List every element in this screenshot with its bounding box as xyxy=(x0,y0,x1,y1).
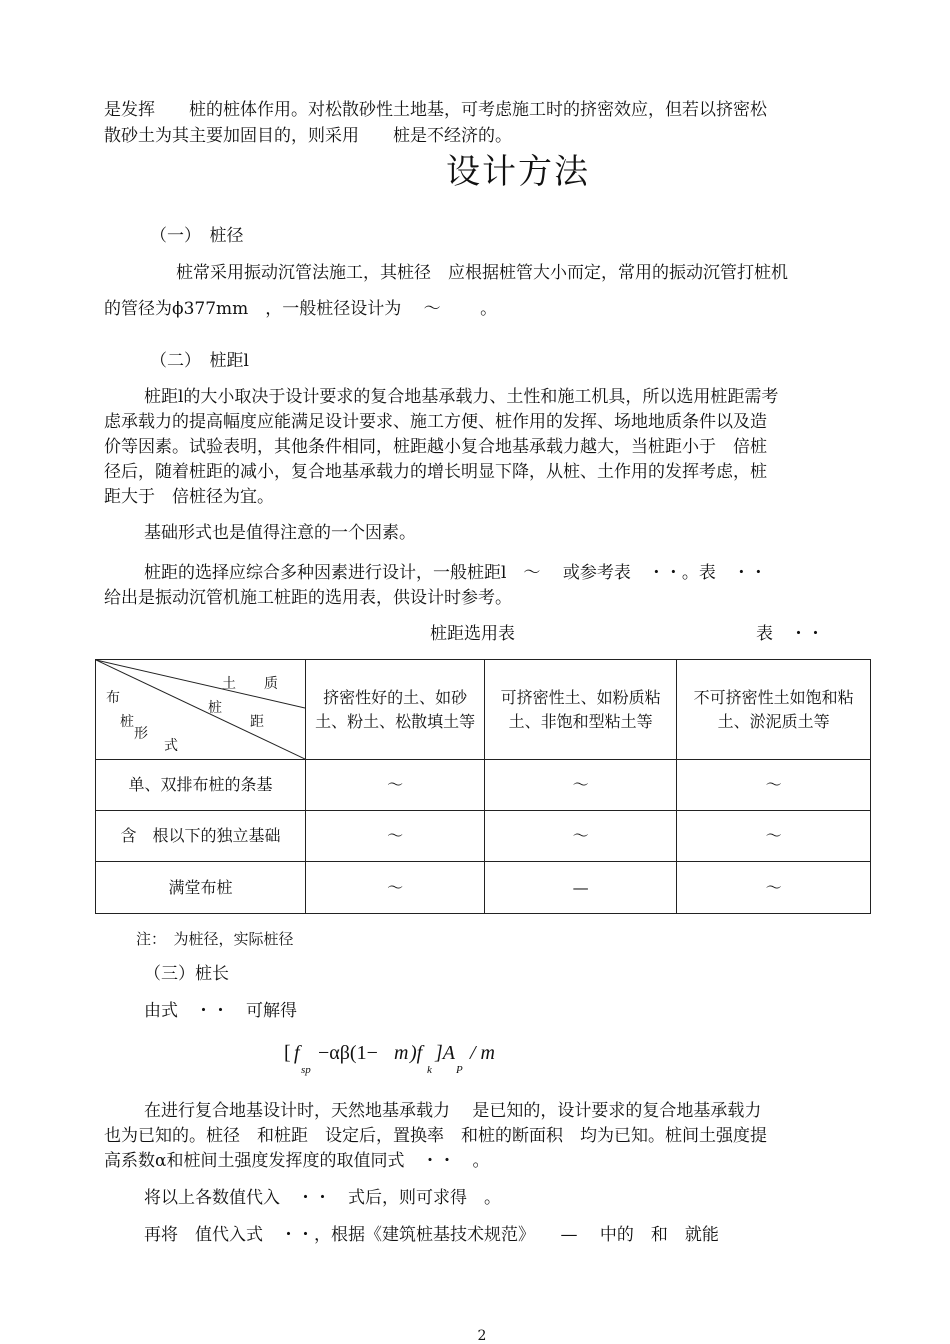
table-row xyxy=(96,760,871,811)
pile-spacing-table xyxy=(95,659,871,914)
row-label: 满堂布桩 xyxy=(96,862,306,914)
column-header-1: 挤密性好的土、如砂土、粉土、松散填土等 xyxy=(306,660,485,760)
table-cell: ～ xyxy=(677,760,871,811)
section-2-heading: （二） 桩距l xyxy=(150,351,249,371)
table-cell: ～ xyxy=(306,862,485,914)
table-cell: ～ xyxy=(677,811,871,862)
diag-label-shi: 式 xyxy=(164,738,178,754)
table-cell: ～ xyxy=(306,811,485,862)
table-header-row xyxy=(96,660,871,760)
formula-sub-k: k xyxy=(427,1064,432,1076)
diag-label-ju: 距 xyxy=(250,714,264,730)
page-title: 设计方法 xyxy=(446,152,590,192)
intro-line-1: 是发挥 桩的桩体作用。对松散砂性土地基，可考虑施工时的挤密效应，但若以挤密松 xyxy=(104,100,767,120)
diag-label-bu: 布 xyxy=(106,690,120,706)
page-number: 2 xyxy=(477,1328,487,1344)
diagonal-lines xyxy=(96,660,305,759)
pile-length-formula xyxy=(284,1040,544,1080)
formula-close-f: )f xyxy=(410,1042,423,1064)
section-3-paragraph-2-line-2: 也为已知的。桩径 和桩距 设定后，置换率 和桩的断面积 均为已知。桩间土强度提 xyxy=(104,1126,767,1146)
diagonal-header-cell xyxy=(96,660,306,760)
formula-tail: / m xyxy=(470,1042,495,1064)
table-cell: ～ xyxy=(306,760,485,811)
row-label: 单、双排布桩的条基 xyxy=(96,760,306,811)
table-note: 注： 为桩径，实际桩径 xyxy=(136,930,294,948)
formula-sub-sp: sp xyxy=(301,1064,311,1076)
formula-sub-p: P xyxy=(456,1064,463,1076)
section-3-paragraph-2-line-1: 在进行复合地基设计时，天然地基承载力 是已知的，设计要求的复合地基承载力 xyxy=(144,1101,762,1121)
section-2-line-5: 距大于 倍桩径为宜。 xyxy=(104,487,274,507)
formula-middle: −αβ(1− xyxy=(318,1042,378,1064)
section-2-line-3: 价等因素。试验表明，其他条件相同，桩距越小复合地基承载力越大，当桩距小于 倍桩 xyxy=(104,437,767,457)
column-header-3: 不可挤密性土如饱和粘土、淤泥质土等 xyxy=(677,660,871,760)
section-3-paragraph-1: 由式 ・・ 可解得 xyxy=(144,1001,297,1021)
column-header-2: 可挤密性土、如粉质粘土、非饱和型粘土等 xyxy=(485,660,677,760)
section-2-line-2: 虑承载力的提高幅度应能满足设计要求、施工方便、桩作用的发挥、场地地质条件以及造 xyxy=(104,412,767,432)
row-label: 含 根以下的独立基础 xyxy=(96,811,306,862)
table-cell: ～ xyxy=(485,811,677,862)
table-number: 表 ・・ xyxy=(756,624,824,644)
table-cell: — xyxy=(485,862,677,914)
section-3-paragraph-3: 将以上各数值代入 ・・ 式后，则可求得 。 xyxy=(144,1188,501,1208)
section-3-paragraph-4: 再将 值代入式 ・・，根据《建筑桩基技术规范》 — 中的 和 就能 xyxy=(144,1225,719,1245)
diag-label-tu: 土 xyxy=(222,676,236,692)
formula-f: f xyxy=(294,1042,300,1064)
table-row xyxy=(96,862,871,914)
section-1-line-2: 的管径为ϕ377mm ，一般桩径设计为 ～ 。 xyxy=(104,299,498,319)
table-cell: ～ xyxy=(677,862,871,914)
diag-label-xing: 形 xyxy=(134,726,148,742)
formula-close-a: ]A xyxy=(435,1042,455,1064)
section-2-paragraph-3-line-2: 给出是振动沉管机施工桩距的选用表，供设计时参考。 xyxy=(104,588,512,608)
section-1-heading: （一） 桩径 xyxy=(150,226,244,246)
section-3-paragraph-2-line-3: 高系数α和桩间土强度发挥度的取值同式 ・・ 。 xyxy=(104,1151,490,1171)
table-row xyxy=(96,811,871,862)
section-3-heading: （三）桩长 xyxy=(144,964,229,984)
intro-line-2: 散砂土为其主要加固目的，则采用 桩是不经济的。 xyxy=(104,126,512,146)
section-2-line-1: 桩距l的大小取决于设计要求的复合地基承载力、土性和施工机具，所以选用桩距需考 xyxy=(144,387,779,407)
table-caption: 桩距选用表 xyxy=(430,624,515,644)
diag-label-zhuang2: 桩 xyxy=(120,714,134,730)
section-1-line-1: 桩常采用振动沉管法施工，其桩径 应根据桩管大小而定，常用的振动沉管打桩机 xyxy=(176,263,788,283)
section-2-paragraph-2: 基础形式也是值得注意的一个因素。 xyxy=(144,523,416,543)
diag-label-zhuang: 桩 xyxy=(208,700,222,716)
formula-m: m xyxy=(394,1042,409,1064)
formula-bracket-open: [ xyxy=(284,1042,291,1064)
table-cell: ～ xyxy=(485,760,677,811)
section-2-paragraph-3-line-1: 桩距的选择应综合多种因素进行设计，一般桩距l ～ 或参考表 ・・。表 ・・ xyxy=(144,563,767,583)
diag-label-zhi: 质 xyxy=(264,676,278,692)
section-2-line-4: 径后，随着桩距的减小，复合地基承载力的增长明显下降，从桩、土作用的发挥考虑，桩 xyxy=(104,462,767,482)
